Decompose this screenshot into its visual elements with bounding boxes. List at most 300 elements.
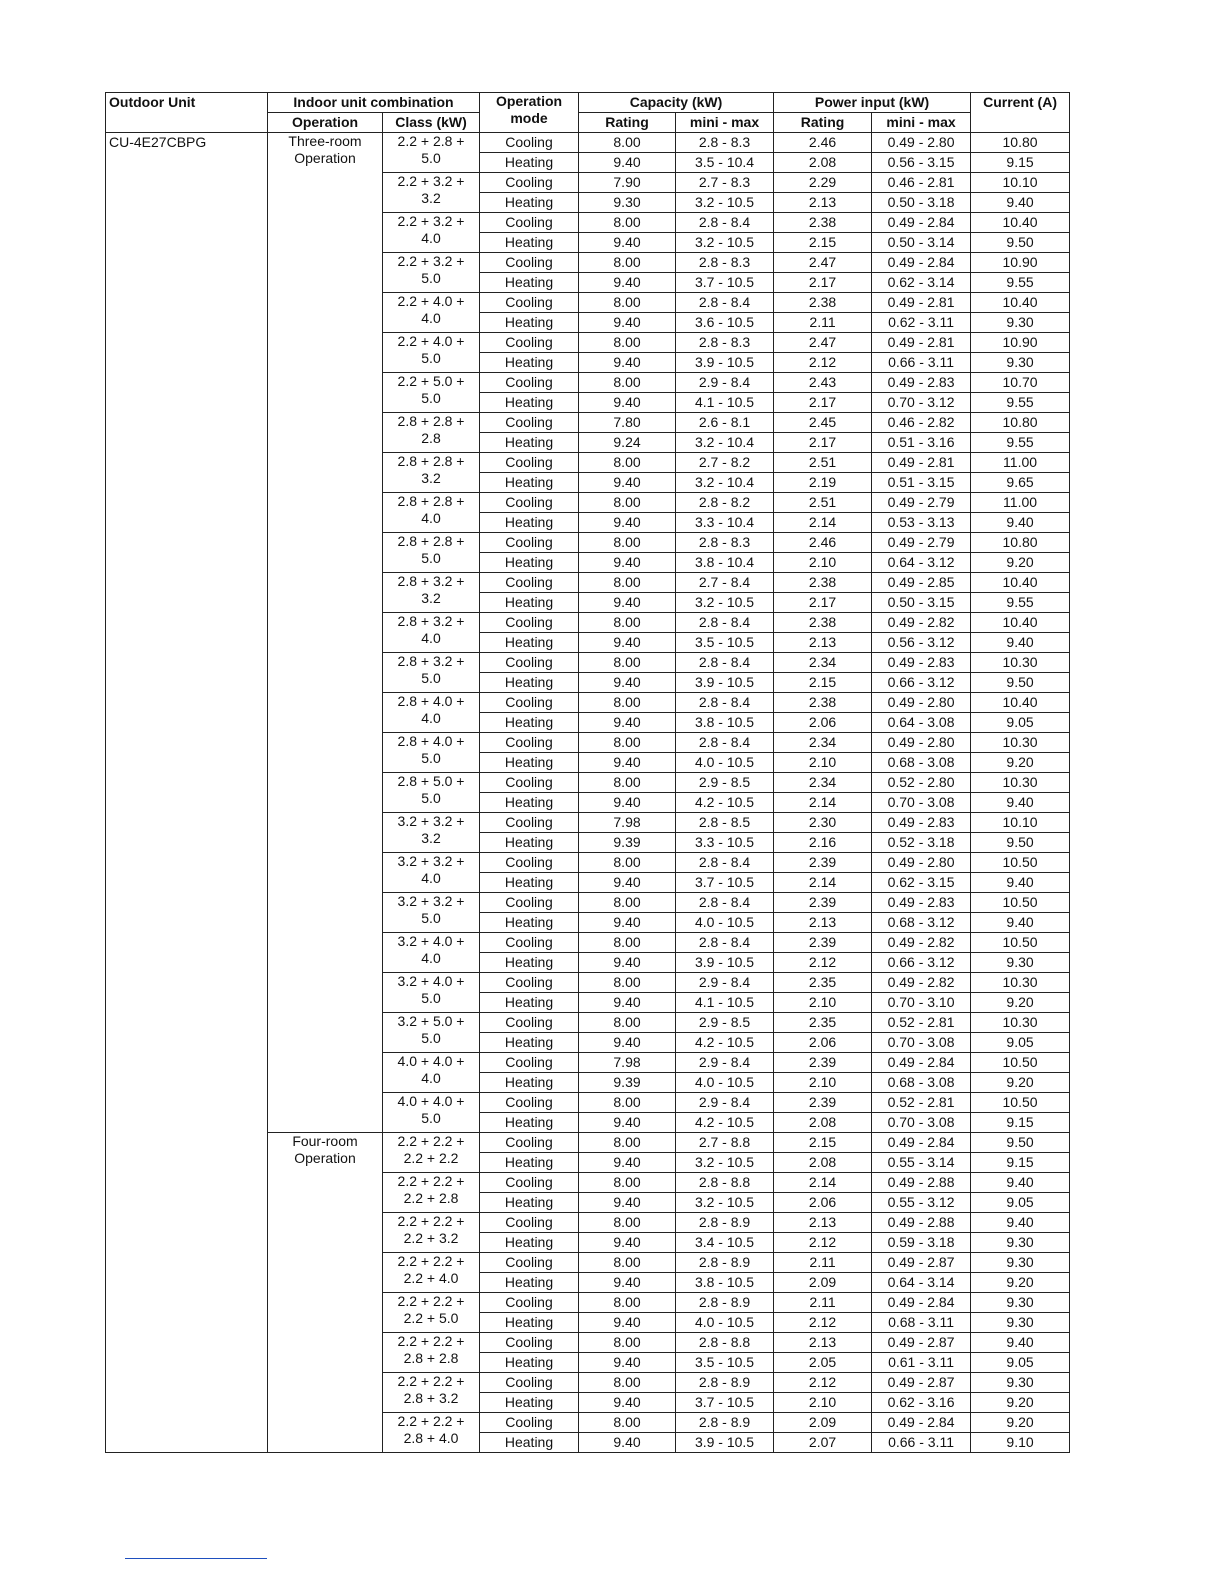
- capacity-range-cell: 2.8 - 8.3: [676, 533, 774, 553]
- mode-cell: Heating: [480, 153, 579, 173]
- power-range-cell: 0.50 - 3.15: [872, 593, 971, 613]
- capacity-range-cell: 2.8 - 8.4: [676, 733, 774, 753]
- class-cell: [383, 333, 480, 373]
- capacity-rating-cell: 8.00: [579, 453, 676, 473]
- power-range-cell: 0.66 - 3.12: [872, 953, 971, 973]
- class-label: 2.2 + 4.0 +: [397, 293, 465, 309]
- mode-cell: Cooling: [480, 773, 579, 793]
- class-cell: [383, 1133, 480, 1173]
- capacity-rating-cell: 9.40: [579, 313, 676, 333]
- power-rating-cell: 2.47: [774, 333, 872, 353]
- current-cell: 9.15: [971, 153, 1070, 173]
- class-cell: [383, 1373, 480, 1413]
- mode-cell: Heating: [480, 593, 579, 613]
- capacity-rating-cell: 9.40: [579, 713, 676, 733]
- power-rating-cell: 2.17: [774, 393, 872, 413]
- power-range-cell: 0.49 - 2.80: [872, 853, 971, 873]
- capacity-range-cell: 3.5 - 10.4: [676, 153, 774, 173]
- power-rating-cell: 2.12: [774, 353, 872, 373]
- capacity-range-cell: 3.5 - 10.5: [676, 633, 774, 653]
- power-range-cell: 0.49 - 2.82: [872, 933, 971, 953]
- operation-cell: [268, 1133, 383, 1453]
- capacity-range-cell: 2.8 - 8.5: [676, 813, 774, 833]
- mode-cell: Heating: [480, 1193, 579, 1213]
- class-label: 5.0: [421, 670, 441, 686]
- capacity-rating-cell: 8.00: [579, 773, 676, 793]
- capacity-rating-cell: 7.98: [579, 1053, 676, 1073]
- current-cell: 9.10: [971, 1433, 1070, 1453]
- operation-label: Operation: [294, 1150, 356, 1166]
- power-rating-cell: 2.12: [774, 953, 872, 973]
- capacity-rating-cell: 9.40: [579, 1273, 676, 1293]
- class-label: 2.2 + 2.2 +: [397, 1213, 465, 1229]
- class-cell: [383, 933, 480, 973]
- capacity-range-cell: 3.2 - 10.5: [676, 1153, 774, 1173]
- class-label: 2.8 + 4.0 +: [397, 733, 465, 749]
- power-range-cell: 0.70 - 3.10: [872, 993, 971, 1013]
- power-range-cell: 0.62 - 3.16: [872, 1393, 971, 1413]
- class-label: 2.2 + 3.2: [403, 1230, 459, 1246]
- mode-cell: Cooling: [480, 1213, 579, 1233]
- power-range-cell: 0.49 - 2.87: [872, 1373, 971, 1393]
- power-range-cell: 0.68 - 3.11: [872, 1313, 971, 1333]
- current-cell: 9.05: [971, 1033, 1070, 1053]
- power-range-cell: 0.55 - 3.12: [872, 1193, 971, 1213]
- operation-label: Three-room: [288, 133, 362, 149]
- power-range-cell: 0.62 - 3.15: [872, 873, 971, 893]
- class-cell: [383, 373, 480, 413]
- capacity-rating-cell: 9.40: [579, 1393, 676, 1413]
- class-label: 5.0: [421, 350, 441, 366]
- current-cell: 9.65: [971, 473, 1070, 493]
- capacity-range-cell: 2.8 - 8.9: [676, 1293, 774, 1313]
- current-cell: 10.30: [971, 973, 1070, 993]
- power-rating-cell: 2.51: [774, 493, 872, 513]
- class-cell: [383, 253, 480, 293]
- capacity-rating-cell: 8.00: [579, 613, 676, 633]
- class-cell: [383, 1293, 480, 1333]
- power-rating-cell: 2.05: [774, 1353, 872, 1373]
- class-cell: [383, 293, 480, 333]
- power-range-cell: 0.49 - 2.83: [872, 373, 971, 393]
- power-rating-cell: 2.16: [774, 833, 872, 853]
- table-header: [106, 93, 1070, 133]
- mode-cell: Heating: [480, 193, 579, 213]
- capacity-range-cell: 3.9 - 10.5: [676, 673, 774, 693]
- capacity-rating-cell: 8.00: [579, 573, 676, 593]
- mode-cell: Cooling: [480, 813, 579, 833]
- power-rating-cell: 2.15: [774, 1133, 872, 1153]
- current-cell: 9.30: [971, 313, 1070, 333]
- power-rating-cell: 2.38: [774, 693, 872, 713]
- mode-cell: Cooling: [480, 173, 579, 193]
- current-cell: 9.20: [971, 993, 1070, 1013]
- current-cell: 10.50: [971, 1053, 1070, 1073]
- class-label: 4.0: [421, 950, 441, 966]
- capacity-rating-cell: 9.40: [579, 1113, 676, 1133]
- capacity-rating-cell: 8.00: [579, 933, 676, 953]
- capacity-range-cell: 2.8 - 8.4: [676, 893, 774, 913]
- power-rating-cell: 2.07: [774, 1433, 872, 1453]
- power-rating-cell: 2.29: [774, 173, 872, 193]
- class-label: 2.8 + 2.8 +: [397, 533, 465, 549]
- capacity-rating-cell: 8.00: [579, 1093, 676, 1113]
- class-label: 3.2 + 3.2 +: [397, 813, 465, 829]
- header-current: Current (A): [971, 93, 1070, 133]
- class-label: 2.2 + 2.2 +: [397, 1333, 465, 1349]
- mode-cell: Heating: [480, 953, 579, 973]
- power-rating-cell: 2.38: [774, 293, 872, 313]
- class-label: 2.2 + 5.0: [403, 1310, 459, 1326]
- class-label: 2.2 + 2.8 +: [397, 133, 465, 149]
- capacity-rating-cell: 8.00: [579, 733, 676, 753]
- capacity-range-cell: 3.7 - 10.5: [676, 273, 774, 293]
- capacity-rating-cell: 9.40: [579, 1193, 676, 1213]
- power-rating-cell: 2.38: [774, 213, 872, 233]
- power-rating-cell: 2.35: [774, 1013, 872, 1033]
- power-range-cell: 0.50 - 3.18: [872, 193, 971, 213]
- capacity-range-cell: 2.8 - 8.4: [676, 693, 774, 713]
- class-label: 2.2 + 2.2 +: [397, 1173, 465, 1189]
- power-rating-cell: 2.08: [774, 1153, 872, 1173]
- capacity-rating-cell: 9.40: [579, 1433, 676, 1453]
- capacity-range-cell: 2.6 - 8.1: [676, 413, 774, 433]
- class-cell: [383, 1093, 480, 1133]
- capacity-rating-cell: 8.00: [579, 973, 676, 993]
- class-label: 3.2 + 3.2 +: [397, 893, 465, 909]
- power-range-cell: 0.49 - 2.79: [872, 533, 971, 553]
- capacity-range-cell: 2.8 - 8.3: [676, 133, 774, 153]
- current-cell: 9.20: [971, 1073, 1070, 1093]
- current-cell: 11.00: [971, 493, 1070, 513]
- capacity-range-cell: 2.8 - 8.4: [676, 293, 774, 313]
- class-cell: [383, 813, 480, 853]
- current-cell: 9.20: [971, 553, 1070, 573]
- mode-cell: Cooling: [480, 853, 579, 873]
- power-rating-cell: 2.06: [774, 1193, 872, 1213]
- class-label: 4.0: [421, 710, 441, 726]
- capacity-range-cell: 2.8 - 8.4: [676, 853, 774, 873]
- class-label: 5.0: [421, 1030, 441, 1046]
- current-cell: 9.05: [971, 1353, 1070, 1373]
- mode-cell: Heating: [480, 993, 579, 1013]
- power-range-cell: 0.49 - 2.82: [872, 973, 971, 993]
- power-range-cell: 0.52 - 2.81: [872, 1093, 971, 1113]
- capacity-range-cell: 4.0 - 10.5: [676, 753, 774, 773]
- current-cell: 9.40: [971, 513, 1070, 533]
- power-rating-cell: 2.06: [774, 1033, 872, 1053]
- current-cell: 10.40: [971, 693, 1070, 713]
- power-rating-cell: 2.46: [774, 533, 872, 553]
- current-cell: 10.30: [971, 653, 1070, 673]
- mode-cell: Heating: [480, 633, 579, 653]
- mode-cell: Cooling: [480, 973, 579, 993]
- current-cell: 10.50: [971, 893, 1070, 913]
- capacity-range-cell: 2.7 - 8.3: [676, 173, 774, 193]
- mode-cell: Heating: [480, 1113, 579, 1133]
- power-rating-cell: 2.39: [774, 893, 872, 913]
- power-range-cell: 0.49 - 2.83: [872, 893, 971, 913]
- class-cell: [383, 1053, 480, 1093]
- current-cell: 10.80: [971, 413, 1070, 433]
- specification-table: [105, 92, 1070, 1453]
- class-label: 3.2: [421, 830, 441, 846]
- header-power-range: mini - max: [872, 113, 971, 133]
- power-range-cell: 0.49 - 2.87: [872, 1253, 971, 1273]
- mode-cell: Heating: [480, 1273, 579, 1293]
- capacity-rating-cell: 9.30: [579, 193, 676, 213]
- mode-cell: Heating: [480, 1353, 579, 1373]
- capacity-rating-cell: 9.40: [579, 993, 676, 1013]
- class-label: 3.2 + 4.0 +: [397, 973, 465, 989]
- power-range-cell: 0.64 - 3.14: [872, 1273, 971, 1293]
- power-range-cell: 0.66 - 3.11: [872, 353, 971, 373]
- current-cell: 10.10: [971, 813, 1070, 833]
- class-cell: [383, 893, 480, 933]
- current-cell: 9.30: [971, 1313, 1070, 1333]
- capacity-range-cell: 2.8 - 8.4: [676, 213, 774, 233]
- capacity-range-cell: 3.4 - 10.5: [676, 1233, 774, 1253]
- power-range-cell: 0.49 - 2.82: [872, 613, 971, 633]
- current-cell: 9.05: [971, 1193, 1070, 1213]
- mode-cell: Heating: [480, 353, 579, 373]
- capacity-range-cell: 2.8 - 8.2: [676, 493, 774, 513]
- class-cell: [383, 413, 480, 453]
- class-label: 5.0: [421, 390, 441, 406]
- capacity-range-cell: 2.8 - 8.3: [676, 253, 774, 273]
- power-range-cell: 0.49 - 2.83: [872, 813, 971, 833]
- class-label: 4.0: [421, 630, 441, 646]
- capacity-range-cell: 3.2 - 10.5: [676, 233, 774, 253]
- power-rating-cell: 2.14: [774, 873, 872, 893]
- current-cell: 9.20: [971, 753, 1070, 773]
- power-rating-cell: 2.13: [774, 1213, 872, 1233]
- class-label: 2.8 + 5.0 +: [397, 773, 465, 789]
- power-rating-cell: 2.35: [774, 973, 872, 993]
- power-rating-cell: 2.17: [774, 593, 872, 613]
- capacity-rating-cell: 8.00: [579, 373, 676, 393]
- capacity-range-cell: 2.9 - 8.4: [676, 973, 774, 993]
- class-label: 2.2 + 3.2 +: [397, 253, 465, 269]
- class-label: 2.8 + 2.8 +: [397, 493, 465, 509]
- class-label: 2.2 + 3.2 +: [397, 173, 465, 189]
- power-rating-cell: 2.08: [774, 1113, 872, 1133]
- capacity-rating-cell: 9.40: [579, 593, 676, 613]
- power-rating-cell: 2.11: [774, 1293, 872, 1313]
- capacity-rating-cell: 8.00: [579, 653, 676, 673]
- current-cell: 9.50: [971, 673, 1070, 693]
- power-rating-cell: 2.14: [774, 793, 872, 813]
- mode-cell: Cooling: [480, 893, 579, 913]
- current-cell: 9.15: [971, 1113, 1070, 1133]
- current-cell: 9.40: [971, 1173, 1070, 1193]
- capacity-range-cell: 3.9 - 10.5: [676, 353, 774, 373]
- power-range-cell: 0.46 - 2.82: [872, 413, 971, 433]
- table-row: [106, 133, 1070, 153]
- class-label: 4.0: [421, 1070, 441, 1086]
- capacity-rating-cell: 9.40: [579, 953, 676, 973]
- capacity-range-cell: 4.2 - 10.5: [676, 1033, 774, 1053]
- power-range-cell: 0.62 - 3.11: [872, 313, 971, 333]
- capacity-range-cell: 2.8 - 8.9: [676, 1213, 774, 1233]
- capacity-rating-cell: 9.40: [579, 273, 676, 293]
- class-cell: [383, 573, 480, 613]
- class-cell: [383, 1333, 480, 1373]
- power-range-cell: 0.49 - 2.84: [872, 1053, 971, 1073]
- power-range-cell: 0.49 - 2.85: [872, 573, 971, 593]
- class-label: 2.8 + 4.0: [403, 1430, 459, 1446]
- capacity-rating-cell: 9.40: [579, 913, 676, 933]
- power-range-cell: 0.49 - 2.84: [872, 1133, 971, 1153]
- class-label: 2.2 + 2.2 +: [397, 1133, 465, 1149]
- current-cell: 11.00: [971, 453, 1070, 473]
- class-label: 3.2 + 5.0 +: [397, 1013, 465, 1029]
- power-range-cell: 0.51 - 3.16: [872, 433, 971, 453]
- power-range-cell: 0.51 - 3.15: [872, 473, 971, 493]
- class-label: 2.8 + 3.2: [403, 1390, 459, 1406]
- power-range-cell: 0.64 - 3.08: [872, 713, 971, 733]
- current-cell: 10.50: [971, 1093, 1070, 1113]
- class-cell: [383, 773, 480, 813]
- capacity-rating-cell: 8.00: [579, 1213, 676, 1233]
- power-range-cell: 0.49 - 2.84: [872, 253, 971, 273]
- header-indoor-combination: Indoor unit combination: [268, 93, 480, 113]
- capacity-rating-cell: 9.40: [579, 1153, 676, 1173]
- capacity-range-cell: 2.7 - 8.4: [676, 573, 774, 593]
- power-rating-cell: 2.14: [774, 1173, 872, 1193]
- power-range-cell: 0.66 - 3.11: [872, 1433, 971, 1453]
- current-cell: 9.30: [971, 1233, 1070, 1253]
- class-label: 4.0 + 4.0 +: [397, 1093, 465, 1109]
- mode-cell: Cooling: [480, 413, 579, 433]
- capacity-rating-cell: 9.40: [579, 473, 676, 493]
- power-range-cell: 0.68 - 3.08: [872, 753, 971, 773]
- operation-cell: [268, 133, 383, 1133]
- class-cell: [383, 653, 480, 693]
- class-label: 2.2 + 2.2 +: [397, 1293, 465, 1309]
- mode-cell: Heating: [480, 1393, 579, 1413]
- capacity-range-cell: 2.8 - 8.9: [676, 1253, 774, 1273]
- power-rating-cell: 2.12: [774, 1313, 872, 1333]
- mode-cell: Heating: [480, 473, 579, 493]
- mode-cell: Heating: [480, 1233, 579, 1253]
- capacity-range-cell: 3.5 - 10.5: [676, 1353, 774, 1373]
- power-rating-cell: 2.10: [774, 993, 872, 1013]
- header-operation: Operation: [268, 113, 383, 133]
- mode-cell: Cooling: [480, 1093, 579, 1113]
- power-rating-cell: 2.08: [774, 153, 872, 173]
- capacity-rating-cell: 8.00: [579, 1293, 676, 1313]
- power-rating-cell: 2.39: [774, 1053, 872, 1073]
- mode-cell: Heating: [480, 833, 579, 853]
- mode-cell: Cooling: [480, 613, 579, 633]
- capacity-rating-cell: 8.00: [579, 333, 676, 353]
- footer-divider: [125, 1558, 267, 1559]
- mode-cell: Cooling: [480, 933, 579, 953]
- class-label: 2.8 + 3.2 +: [397, 573, 465, 589]
- header-power-input: Power input (kW): [774, 93, 971, 113]
- power-rating-cell: 2.09: [774, 1413, 872, 1433]
- power-range-cell: 0.49 - 2.79: [872, 493, 971, 513]
- power-rating-cell: 2.47: [774, 253, 872, 273]
- mode-cell: Cooling: [480, 1253, 579, 1273]
- power-range-cell: 0.70 - 3.08: [872, 1113, 971, 1133]
- current-cell: 9.55: [971, 433, 1070, 453]
- capacity-rating-cell: 8.00: [579, 1173, 676, 1193]
- power-rating-cell: 2.34: [774, 653, 872, 673]
- power-range-cell: 0.52 - 2.81: [872, 1013, 971, 1033]
- capacity-range-cell: 2.8 - 8.8: [676, 1333, 774, 1353]
- power-rating-cell: 2.13: [774, 913, 872, 933]
- capacity-range-cell: 2.7 - 8.2: [676, 453, 774, 473]
- power-range-cell: 0.49 - 2.88: [872, 1213, 971, 1233]
- current-cell: 9.30: [971, 1373, 1070, 1393]
- power-rating-cell: 2.10: [774, 753, 872, 773]
- current-cell: 9.40: [971, 633, 1070, 653]
- class-label: 5.0: [421, 150, 441, 166]
- capacity-rating-cell: 9.39: [579, 1073, 676, 1093]
- capacity-rating-cell: 8.00: [579, 1133, 676, 1153]
- mode-cell: Cooling: [480, 1013, 579, 1033]
- capacity-rating-cell: 8.00: [579, 693, 676, 713]
- capacity-rating-cell: 8.00: [579, 1373, 676, 1393]
- header-outdoor-unit: Outdoor Unit: [106, 93, 268, 133]
- header-capacity-rating: Rating: [579, 113, 676, 133]
- mode-cell: Heating: [480, 1313, 579, 1333]
- class-label: 5.0: [421, 1110, 441, 1126]
- current-cell: 9.15: [971, 1153, 1070, 1173]
- capacity-range-cell: 3.8 - 10.4: [676, 553, 774, 573]
- class-cell: [383, 173, 480, 213]
- power-rating-cell: 2.17: [774, 433, 872, 453]
- outdoor-unit-cell: CU-4E27CBPG: [106, 133, 268, 1453]
- class-cell: [383, 1173, 480, 1213]
- class-cell: [383, 1413, 480, 1453]
- capacity-rating-cell: 9.39: [579, 833, 676, 853]
- mode-cell: Cooling: [480, 1333, 579, 1353]
- mode-cell: Cooling: [480, 1293, 579, 1313]
- capacity-rating-cell: 9.40: [579, 393, 676, 413]
- capacity-rating-cell: 8.00: [579, 893, 676, 913]
- capacity-range-cell: 3.2 - 10.4: [676, 433, 774, 453]
- class-label: 3.2: [421, 590, 441, 606]
- class-label: 2.2 + 5.0 +: [397, 373, 465, 389]
- power-range-cell: 0.68 - 3.12: [872, 913, 971, 933]
- power-rating-cell: 2.14: [774, 513, 872, 533]
- mode-cell: Cooling: [480, 693, 579, 713]
- current-cell: 9.55: [971, 273, 1070, 293]
- current-cell: 10.40: [971, 213, 1070, 233]
- capacity-range-cell: 3.8 - 10.5: [676, 1273, 774, 1293]
- power-range-cell: 0.49 - 2.81: [872, 453, 971, 473]
- capacity-range-cell: 2.9 - 8.5: [676, 1013, 774, 1033]
- current-cell: 9.55: [971, 593, 1070, 613]
- capacity-range-cell: 2.8 - 8.3: [676, 333, 774, 353]
- mode-cell: Heating: [480, 1433, 579, 1453]
- capacity-range-cell: 3.2 - 10.5: [676, 593, 774, 613]
- class-cell: [383, 213, 480, 253]
- mode-cell: Heating: [480, 313, 579, 333]
- capacity-range-cell: 4.0 - 10.5: [676, 1313, 774, 1333]
- class-label: 2.8 + 3.2 +: [397, 613, 465, 629]
- operation-label: Operation: [294, 150, 356, 166]
- mode-cell: Heating: [480, 1153, 579, 1173]
- power-rating-cell: 2.15: [774, 673, 872, 693]
- power-rating-cell: 2.09: [774, 1273, 872, 1293]
- capacity-rating-cell: 9.24: [579, 433, 676, 453]
- class-label: 2.2 + 2.2 +: [397, 1373, 465, 1389]
- header-operation-mode-line2: mode: [510, 110, 548, 126]
